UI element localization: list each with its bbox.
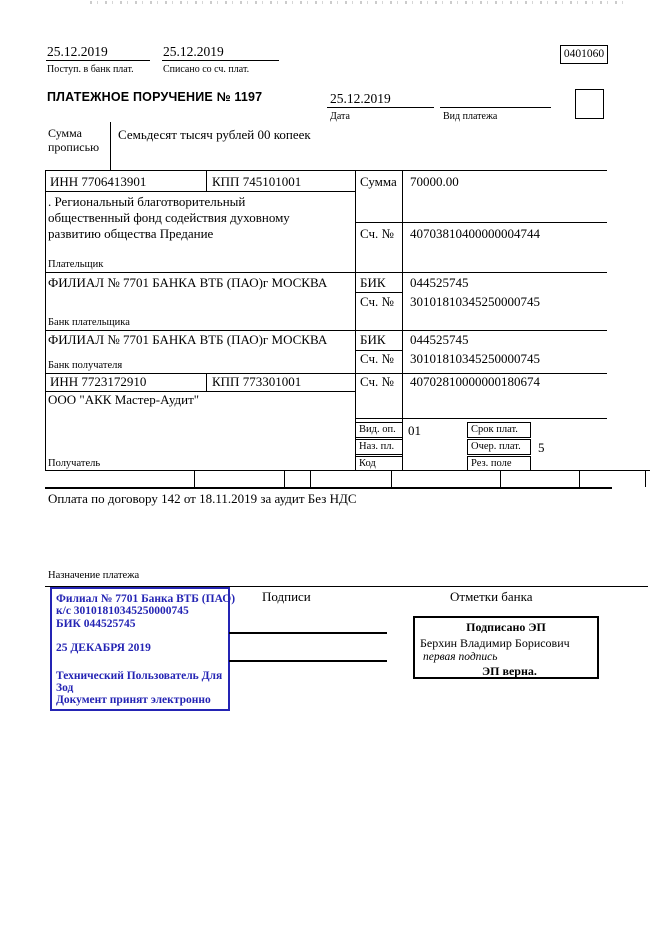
payee-account-value: 40702810000000180674: [410, 374, 540, 389]
debited-date-value: 25.12.2019: [163, 44, 224, 59]
srok-plat-label: Срок плат.: [471, 424, 518, 435]
empty-row-divider: [284, 470, 285, 487]
debited-date-underline: [162, 60, 279, 61]
srok-plat-box: [467, 422, 531, 438]
payee-bank-name: ФИЛИАЛ № 7701 БАНКА ВТБ (ПАО)г МОСКВА: [48, 332, 328, 347]
esign-note: первая подпись: [423, 651, 498, 663]
table-line: [45, 272, 607, 273]
table-line: [355, 292, 402, 293]
doc-date-label: Дата: [330, 111, 350, 122]
naz-pl-label: Наз. пл.: [359, 441, 395, 452]
doc-date-underline: [327, 107, 434, 108]
table-line: [45, 170, 607, 171]
payer-bank-bik-value: 044525745: [410, 275, 469, 290]
payee-name: ООО "АКК Мастер-Аудит": [48, 392, 200, 407]
payee-inn: ИНН 7723172910: [50, 374, 147, 389]
form-code: 0401060: [563, 48, 605, 60]
stamp-line: Технический Пользователь Для: [56, 669, 223, 682]
payee-bank-account-value: 30101810345250000745: [410, 351, 540, 366]
ocher-plat-box: [467, 439, 531, 455]
document-title: ПЛАТЕЖНОЕ ПОРУЧЕНИЕ № 1197: [47, 90, 263, 104]
payer-account-value: 40703810400000004744: [410, 226, 540, 241]
stamp-line: Документ принят электронно: [56, 694, 211, 707]
rez-pole-box: [467, 456, 531, 471]
payee-account-label: Сч. №: [360, 374, 394, 389]
rez-pole-label: Рез. поле: [471, 458, 512, 469]
amount-words-divider: [110, 122, 111, 170]
form-code-box: [560, 45, 608, 64]
payer-inn: ИНН 7706413901: [50, 174, 147, 189]
debited-date-label: Списано со сч. плат.: [163, 64, 250, 75]
kod-box: [355, 456, 403, 471]
amount-value: 70000.00: [410, 174, 459, 189]
table-line: [45, 191, 355, 192]
stamp-line: БИК 044525745: [56, 617, 136, 630]
table-line: [45, 170, 46, 470]
received-date-value: 25.12.2019: [47, 44, 108, 59]
ocher-plat-value: 5: [538, 440, 545, 455]
payer-section-label: Плательщик: [48, 259, 104, 270]
empty-row-divider: [645, 470, 646, 487]
payment-kind-underline: [440, 107, 551, 108]
stamp-line: к/с 30101810345250000745: [56, 605, 189, 618]
payer-bank-account-value: 30101810345250000745: [410, 294, 540, 309]
payee-bank-bik-value: 044525745: [410, 332, 469, 347]
stamp-line: Зод: [56, 682, 74, 695]
empty-row-divider: [310, 470, 311, 487]
stamp-line: Филиал № 7701 Банка ВТБ (ПАО): [56, 593, 236, 605]
received-date-underline: [46, 60, 150, 61]
table-line: [355, 418, 607, 419]
ocher-plat-label: Очер. плат.: [471, 441, 521, 452]
payment-kind-label: Вид платежа: [443, 111, 498, 122]
payee-bank-account-label: Сч. №: [360, 351, 394, 366]
payer-bank-name: ФИЛИАЛ № 7701 БАНКА ВТБ (ПАО)г МОСКВА: [48, 275, 328, 290]
doc-date-value: 25.12.2019: [330, 91, 391, 106]
empty-row-divider: [579, 470, 580, 487]
payer-name-line: . Региональный благотворительный: [48, 194, 246, 209]
amount-words-label: Сумма прописью: [48, 126, 100, 154]
vid-op-value: 01: [408, 423, 421, 438]
table-line: [206, 170, 207, 191]
signatures-label: Подписи: [262, 589, 311, 604]
signature-line: [229, 632, 387, 634]
empty-row-divider: [391, 470, 392, 487]
esign-verdict: ЭП верна.: [482, 664, 537, 678]
empty-row-divider: [194, 470, 195, 487]
payee-kpp: КПП 773301001: [212, 374, 302, 389]
payer-bank-stamp: [50, 587, 236, 711]
payer-bank-account-label: Сч. №: [360, 294, 394, 309]
payer-kpp: КПП 745101001: [212, 174, 302, 189]
stamp-line: 25 ДЕКАБРЯ 2019: [56, 642, 151, 655]
payer-name: [48, 194, 290, 242]
table-line: [206, 373, 207, 391]
esign-name: Берхин Владимир Борисович: [420, 636, 570, 650]
esign-stamp-box: [413, 616, 599, 679]
kod-label: Код: [359, 458, 376, 469]
reserve-square: [575, 89, 604, 119]
payer-account-label: Сч. №: [360, 226, 394, 241]
vid-op-label: Вид. оп.: [359, 424, 396, 435]
received-date-label: Поступ. в банк плат.: [47, 64, 134, 75]
amount-words-value: Семьдесят тысяч рублей 00 копеек: [118, 127, 311, 142]
thick-bottom-line: [45, 487, 612, 489]
table-line: [355, 222, 607, 223]
payee-section-label: Получатель: [48, 458, 101, 469]
payer-bank-bik-label: БИК: [360, 275, 386, 290]
naz-pl-box: [355, 439, 403, 455]
payee-bank-section-label: Банк получателя: [48, 360, 123, 371]
signature-line: [229, 660, 387, 662]
payer-name-line: общественный фонд содействия духовному: [48, 210, 290, 225]
payee-bank-bik-label: БИК: [360, 332, 386, 347]
vid-op-box: [355, 422, 403, 438]
esign-title: Подписано ЭП: [466, 620, 546, 634]
empty-row-divider: [500, 470, 501, 487]
table-line: [45, 470, 650, 471]
table-line: [45, 330, 607, 331]
bank-marks-label: Отметки банка: [450, 589, 533, 604]
purpose-section-label: Назначение платежа: [48, 570, 140, 581]
payer-name-line: развитию общества Предание: [48, 226, 214, 241]
purpose-text: Оплата по договору 142 от 18.11.2019 за аудит Без НДС: [48, 491, 357, 506]
amount-label: Сумма: [360, 174, 397, 189]
payer-bank-section-label: Банк плательщика: [48, 317, 130, 328]
cropped-text-remnant: [90, 1, 630, 4]
